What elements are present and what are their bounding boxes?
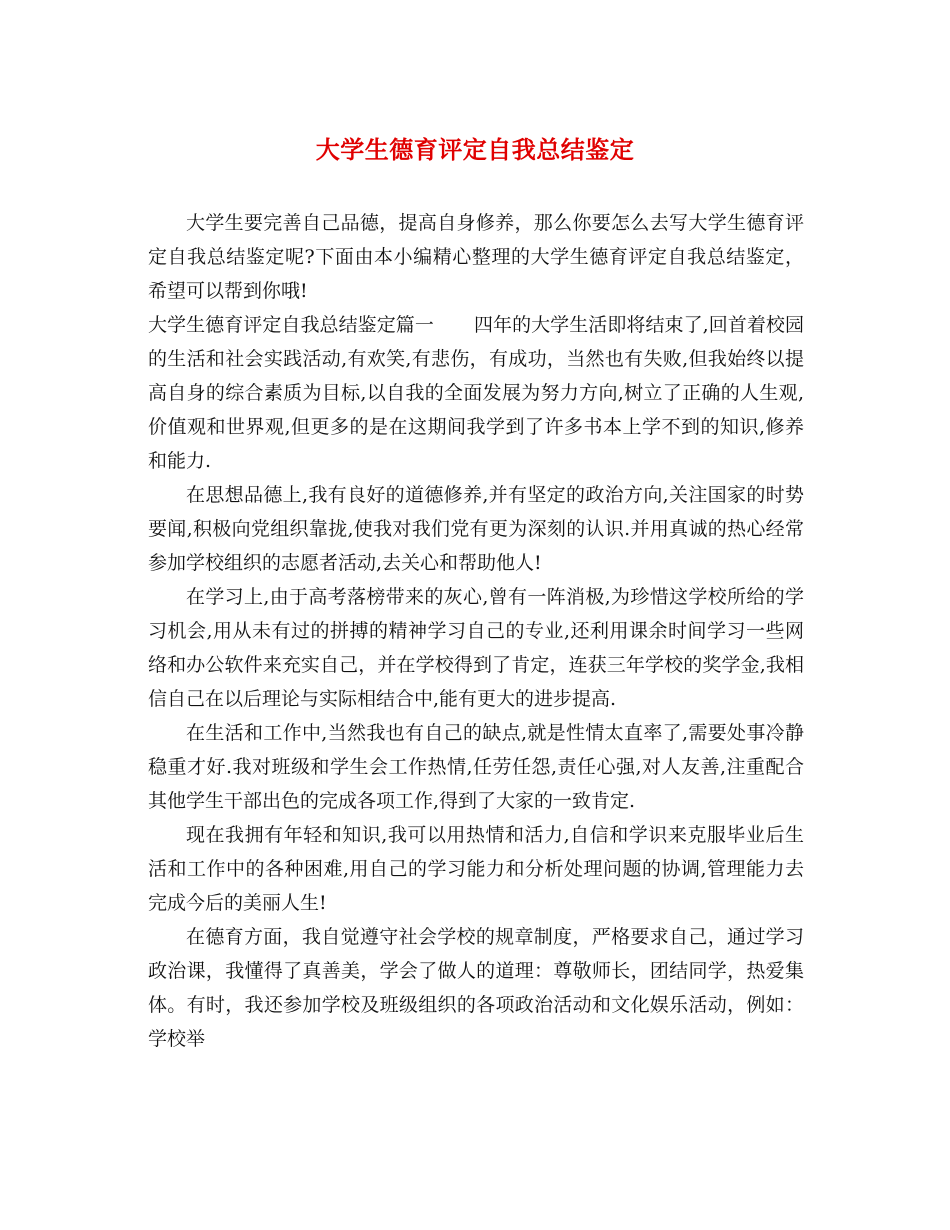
section-paragraph: [148, 308, 804, 478]
intro-paragraph: 大学生要完善自己品德，提高自身修养，那么你要怎么去写大学生德育评定自我总结鉴定呢?下面由本小编精心整理的大学生德育评定自我总结鉴定，希望可以帮到你哦!: [148, 212, 804, 302]
body-paragraph: 现在我拥有年轻和知识,我可以用热情和活力,自信和学识来克服毕业后生活和工作中的各种困难,用自己的学习能力和分析处理问题的协调,管理能力去完成今后的美丽人生!: [148, 824, 804, 914]
body-paragraph: 在思想品德上,我有良好的道德修养,并有坚定的政治方向,关注国家的时势要闻,积极向党组织靠拢,使我对我们党有更为深刻的认识.并用真诚的热心经常参加学校组织的志愿者活动,去关心和帮助他人!: [148, 484, 804, 574]
document-body: [148, 206, 804, 1056]
body-paragraph: 在生活和工作中,当然我也有自己的缺点,就是性情太直率了,需要处事冷静稳重才好.我对班级和学生会工作热情,任劳任怨,责任心强,对人友善,注重配合其他学生干部出色的完成各项工作,得到了大家的一致肯定.: [148, 722, 804, 812]
body-paragraph: 在德育方面，我自觉遵守社会学校的规章制度，严格要求自己，通过学习政治课，我懂得了真善美，学会了做人的道理：尊敬师长，团结同学，热爱集体。有时，我还参加学校及班级组织的各项政治活动和文化娱乐活动，例如：学校举: [148, 926, 804, 1050]
section-first-paragraph: 四年的大学生活即将结束了,回首着校园的生活和社会实践活动,有欢笑,有悲伤，有成功，当然也有失败,但我始终以提高自身的综合素质为目标,以自我的全面发展为努力方向,树立了正确的人生观,价值观和世界观,但更多的是在这期间我学到了许多书本上学不到的知识,修养和能力.: [148, 314, 804, 472]
section-heading: 大学生德育评定自我总结鉴定篇一: [148, 314, 434, 336]
document-title: 大学生德育评定自我总结鉴定: [315, 135, 635, 164]
body-paragraph: 在学习上,由于高考落榜带来的灰心,曾有一阵消极,为珍惜这学校所给的学习机会,用从未有过的拼搏的精神学习自己的专业,还利用课余时间学习一些网络和办公软件来充实自己，并在学校得到了肯定，连获三年学校的奖学金,我相信自己在以后理论与实际相结合中,能有更大的进步提高.: [148, 586, 804, 710]
